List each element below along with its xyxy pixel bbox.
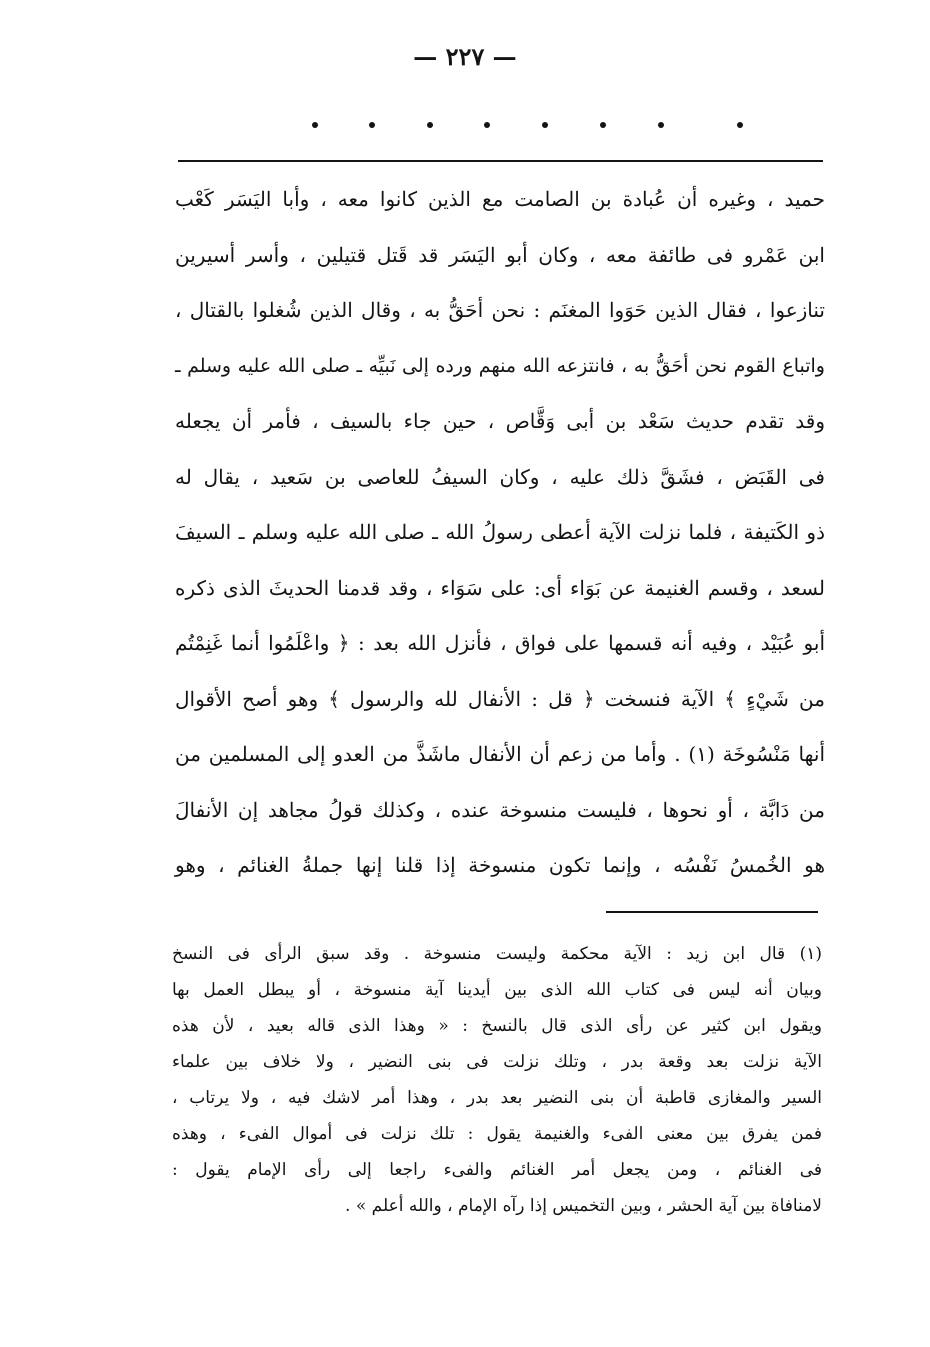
footnote-rule [606, 911, 818, 913]
footnote-line: ويقول ابن كثير عن رأى الذى قال بالنسخ : « وهذا الذى قاله بعيد ، لأن هذه [172, 1016, 822, 1036]
body-line: أبو عُبَيْد ، وفيه أنه قسمها على فواق ، فأنزل الله بعد : ﴿ واعْلَمُوا أنما غَنِمْتُم [175, 631, 825, 655]
footnote-line: (١) قال ابن زيد : الآية محكمة وليست منسوخة . وقد سبق الرأى فى النسخ [172, 944, 822, 964]
body-line: من شَيْءٍ ﴾ الآية فنسخت ﴿ قل : الأنفال لله والرسول ﴾ وهو أصح الأقوال [175, 686, 825, 711]
body-line: فى القَبَض ، فشَقَّ ذلك عليه ، وكان السيفُ للعاصى بن سَعيد ، يقال له [175, 464, 825, 489]
body-line: هو الخُمسُ نَفْسُه ، وإنما تكون منسوخة إذا قلنا إنها جملةُ الغنائم ، وهو [175, 853, 825, 877]
body-line: حميد ، وغيره أن عُبادة بن الصامت مع الذين كانوا معه ، وأبا اليَسَر كَعْب [175, 187, 825, 211]
body-text [175, 172, 825, 894]
footnote [172, 936, 822, 1224]
footnote-line: فى الغنائم ، ومن يجعل أمر الغنائم والفىء راجعا إلى رأى الإمام يقول : [172, 1160, 822, 1180]
header-rule [178, 160, 823, 162]
body-line: وقد تقدم حديث سَعْد بن أبى وَقَّاص ، حين جاء بالسيف ، فأمر أن يجعله [175, 409, 825, 433]
footnote-line: وبيان أنه ليس فى كتاب الله الذى بين أيدينا آية منسوخة ، أو يبطل العمل بها [172, 980, 822, 1000]
body-line: ابن عَمْرو فى طائفة معه ، وكان أبو اليَسَر قد قَتل قتيلين ، وأسر أسيرين [175, 242, 825, 267]
body-line: من دَابَّة ، أو نحوها ، فليست منسوخة عنده ، وكذلك قولُ مجاهد إن الأنفالَ [175, 797, 825, 822]
body-line: لسعد ، وقسم الغنيمة عن بَوَاء أى: على سَوَاء ، وقد قدمنا الحديثَ الذى ذكره [175, 575, 825, 600]
page-number: — ٢٢٧ — [413, 42, 517, 71]
body-line: واتباع القوم نحن أحَقُّ به ، فانتزعه الله منهم ورده إلى نَبيِّه ـ صلى الله عليه وسلم ـ [175, 354, 825, 377]
footnote-line: لامنافاة بين آية الحشر ، وبين التخميس إذا رآه الإمام ، والله أعلم » . [345, 1196, 822, 1216]
footnote-line: السير والمغازى قاطبة أن بنى النضير بعد بدر ، وهذا أمر لاشك فيه ، ولا يرتاب ، [172, 1088, 822, 1108]
body-line: ذو الكَتيفة ، فلما نزلت الآية أعطى رسولُ الله ـ صلى الله عليه وسلم ـ السيفَ [175, 520, 825, 544]
ornament-dots [250, 116, 770, 140]
body-line: تنازعوا ، فقال الذين حَوَوا المغنَم : نحن أحَقُّ به ، وقال الذين شُغلوا بالقتال ، [175, 298, 825, 322]
body-line: أنها مَنْسُوخَة (١) . وأما من زعم أن الأنفال ماشَذَّ من العدو إلى المسلمين من [175, 742, 825, 766]
footnote-line: فمن يفرق بين معنى الفىء والغنيمة يقول : تلك نزلت فى أموال الفىء ، وهذه [172, 1124, 822, 1144]
footnote-line: الآية نزلت بعد وقعة بدر ، وتلك نزلت فى بنى النضير ، ولا خلاف بين علماء [172, 1052, 822, 1072]
